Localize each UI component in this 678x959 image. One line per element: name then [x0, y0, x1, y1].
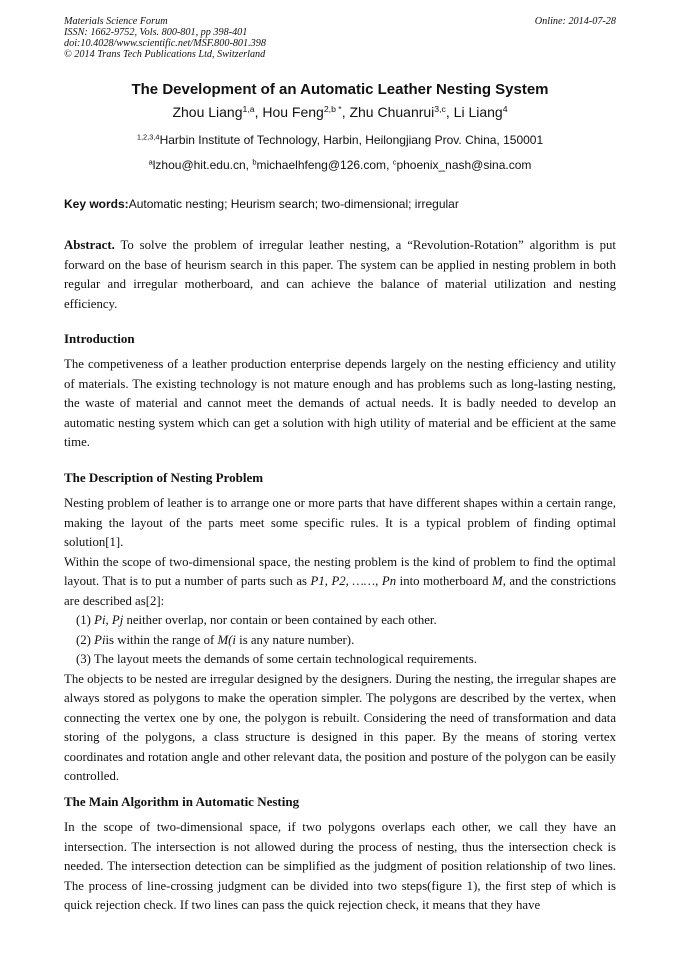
keywords	[64, 197, 616, 211]
author-list	[64, 104, 616, 120]
abstract-label: Abstract.	[64, 238, 115, 252]
email: $^c$phoenix_nash@sina.com	[392, 157, 532, 172]
constraint-item: (1) Pi, Pj neither overlap, nor contain or been contained by each other.	[76, 613, 437, 627]
section-heading-description: The Description of Nesting Problem	[64, 470, 264, 485]
affiliation: $^{1,2,3,4}$Harbin Institute of Technology, Harbin, Heilongjiang Prov. China, 150001	[136, 132, 544, 147]
paper-title: The Development of an Automatic Leather Nesting System	[131, 81, 549, 98]
keywords-text: Automatic nesting; Heurism search; two-dimensional; irregular	[128, 197, 459, 211]
abstract-text: To solve the problem of irregular leather nesting, a “Revolution-Rotation” algorithm is put forward on the base of heurism search in this paper. The system can be applied in nesting problem in both regular and irregular motherboard, and can achieve the balance of material utilization and nesting efficiency.	[64, 238, 616, 311]
constraint-item: (3) The layout meets the demands of some certain technological requirements.	[76, 652, 477, 666]
author: Zhou Liang$^{1,a}$,	[172, 103, 263, 120]
section-heading-algorithm: The Main Algorithm in Automatic Nesting	[64, 794, 300, 809]
online-date: Online: 2014-07-28	[534, 16, 616, 27]
journal-name: Materials Science Forum	[64, 16, 168, 27]
introduction-text: The competiveness of a leather production enterprise depends largely on the nesting efficiency and utility of materials. The existing technology is not mature enough and has problems such as long-lasting nesting, the waste of material and cannot meet the demands of actual needs. It is badly needed to develop an automatic nesting system which can get a solution with high utility of material and be efficient at the same time.	[64, 357, 616, 449]
keywords-label: Key words:	[64, 197, 129, 211]
paragraph: Within the scope of two-dimensional space, the nesting problem is the kind of problem to find the optimal layout. That is to put a number of parts such as P1, P2, ……, Pn into motherboard M, and the constrictions are described as[2]:	[64, 554, 616, 608]
journal-header	[64, 16, 616, 60]
abstract	[64, 236, 616, 314]
email: $^a$lzhou@hit.edu.cn,	[148, 157, 253, 172]
description-section	[64, 494, 616, 787]
issn-line: ISSN: 1662-9752, Vols. 800-801, pp 398-401	[64, 27, 248, 38]
constraint-item: (2) Piis within the range of M(i is any nature number).	[76, 632, 355, 647]
email-list	[64, 158, 616, 172]
author: Hou Feng$^{2,b *}$,	[262, 103, 350, 120]
author: Zhu Chuanrui$^{3,c}$,	[349, 103, 454, 120]
author: Li Liang$^4$	[453, 103, 508, 120]
section-heading-introduction: Introduction	[64, 331, 135, 346]
email: $^b$michaelhfeng@126.com,	[252, 157, 393, 172]
paragraph: Nesting problem of leather is to arrange one or more parts that have different shapes within a certain range, making the layout of the parts meet some specific rules. It is a typical problem of finding optimal solution[1].	[64, 496, 616, 549]
doi-line: doi:10.4028/www.scientific.net/MSF.800-801.398	[64, 38, 266, 49]
algorithm-text: In the scope of two-dimensional space, if two polygons overlaps each other, we call they have an intersection. The intersection is not allowed during the process of nesting, thus the intersection check is needed. The intersection detection can be simplified as the judgment of position relationship of two lines. The process of line-crossing judgment can be divided into two steps(figure 1), the first step of which is quick rejection check. If two lines can pass the quick rejection check, it means that they have	[64, 820, 616, 912]
copyright-line: © 2014 Trans Tech Publications Ltd, Switzerland	[64, 49, 266, 60]
paragraph: The objects to be nested are irregular designed by the designers. During the nesting, the irregular shapes are always stored as polygons to make the operation simpler. The polygons are described by the vertex, when connecting the vertex one by one, the polygon is rebuilt. Considering the need of transformation and data storing of the polygons, a class structure is designed in this paper. By the means of storing vertex coordinates and rotation angle and other relevant data, the position and posture of the polygon can be easily controlled.	[64, 671, 616, 783]
